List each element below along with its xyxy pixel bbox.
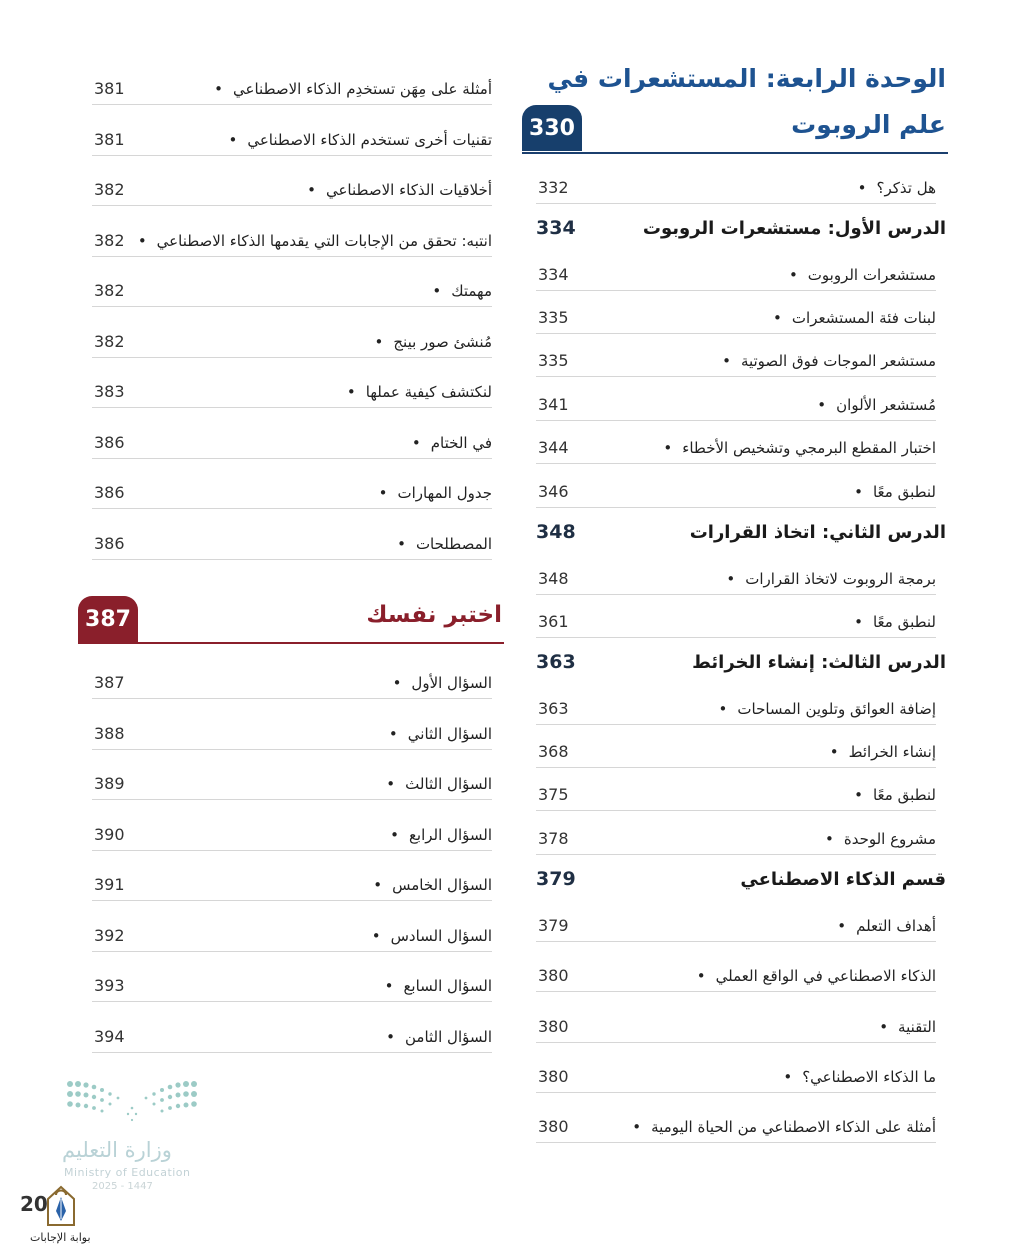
toc-item[interactable] <box>92 416 492 459</box>
toc-item[interactable] <box>536 1100 936 1143</box>
toc-page-number: 344 <box>538 438 569 457</box>
unit-title-line1: الوحدة الرابعة: المستشعرات في <box>547 64 946 93</box>
toc-page-number: 381 <box>94 79 125 98</box>
toc-page-number: 386 <box>94 533 125 553</box>
toc-page-number: 363 <box>536 651 576 673</box>
toc-item[interactable] <box>92 858 492 901</box>
toc-item[interactable] <box>536 465 936 508</box>
toc-item-label: مستشعرات الروبوت • <box>789 266 936 284</box>
pen-badge-icon <box>26 1185 96 1231</box>
test-page-tab[interactable]: 387 <box>78 596 138 642</box>
toc-page-number: 389 <box>94 774 125 793</box>
toc-item-label: مشروع الوحدة • <box>825 830 936 848</box>
toc-item-label: لنطبق معًا • <box>854 613 936 631</box>
toc-page-number: 387 <box>94 673 125 692</box>
page-number: 20 <box>20 1192 48 1216</box>
watermark-logo <box>26 1185 96 1249</box>
toc-item-label: إنشاء الخرائط • <box>830 743 936 761</box>
toc-item-label: اختبار المقطع البرمجي وتشخيص الأخطاء • <box>663 439 936 457</box>
toc-item[interactable] <box>92 113 492 156</box>
toc-item-label: أمثلة على الذكاء الاصطناعي من الحياة اليومية • <box>632 1118 936 1136</box>
toc-page-number: 375 <box>538 785 569 804</box>
toc-item[interactable] <box>536 291 936 334</box>
toc-item[interactable] <box>536 899 936 942</box>
toc-item-label: هل تذكر؟ • <box>858 179 936 197</box>
toc-page-number: 383 <box>94 382 125 401</box>
toc-lesson-heading[interactable] <box>522 854 948 894</box>
toc-item[interactable] <box>92 264 492 307</box>
test-title: اختبر نفسك <box>366 602 502 628</box>
watermark-text: بوابة الإجابات <box>30 1231 91 1244</box>
toc-page-number: 392 <box>94 925 125 945</box>
toc-page-number: 380 <box>538 1067 569 1086</box>
toc-page-number: 380 <box>538 966 569 985</box>
toc-item-label: مهمتك • <box>432 282 492 300</box>
toc-item-label: جدول المهارات • <box>379 484 492 502</box>
toc-lesson-heading[interactable] <box>522 637 948 677</box>
toc-page-number: 363 <box>538 699 569 718</box>
toc-item-label: مُستشعر الألوان • <box>817 396 936 414</box>
lesson-title: قسم الذكاء الاصطناعي <box>740 869 946 890</box>
toc-item[interactable] <box>92 315 492 358</box>
toc-page-number: 380 <box>538 1117 569 1136</box>
toc-page-number: 379 <box>536 868 576 890</box>
toc-page-number: 335 <box>538 351 569 370</box>
toc-page-number: 388 <box>94 723 125 743</box>
toc-item-label: ما الذكاء الاصطناعي؟ • <box>783 1068 936 1086</box>
test-yourself-header <box>78 596 504 644</box>
toc-page-number: 382 <box>94 331 125 351</box>
toc-item[interactable] <box>92 808 492 851</box>
toc-item[interactable] <box>92 1010 492 1053</box>
toc-item-label: المصطلحات • <box>397 535 492 553</box>
toc-page-number: 335 <box>538 308 569 327</box>
toc-item[interactable] <box>536 161 936 204</box>
toc-item[interactable] <box>536 949 936 992</box>
toc-item-label: مُنشئ صور بينج • <box>375 333 492 351</box>
toc-item-label: السؤال الرابع • <box>390 826 492 844</box>
toc-item[interactable] <box>536 1050 936 1093</box>
toc-item[interactable] <box>92 365 492 408</box>
toc-page-number: 380 <box>538 1017 569 1036</box>
toc-page-number: 394 <box>94 1026 125 1046</box>
toc-item[interactable] <box>536 725 936 768</box>
toc-item[interactable] <box>92 163 492 206</box>
ministry-name-en: Ministry of Education <box>64 1166 191 1179</box>
toc-page-number: 386 <box>94 483 125 502</box>
toc-item-label: تقنيات أخرى تستخدم الذكاء الاصطناعي • <box>228 131 492 149</box>
toc-item-label: لنطبق معًا • <box>854 786 936 804</box>
unit-page-tab[interactable]: 330 <box>522 105 582 151</box>
lesson-title: الدرس الأول: مستشعرات الروبوت <box>642 218 946 239</box>
lesson-title: الدرس الثاني: اتخاذ القرارات <box>689 522 946 543</box>
toc-item-label: السؤال السابع • <box>385 977 492 995</box>
toc-item[interactable] <box>536 682 936 725</box>
unit-header <box>522 60 948 154</box>
toc-item[interactable] <box>92 62 492 105</box>
toc-item[interactable] <box>92 656 492 699</box>
toc-item[interactable] <box>536 334 936 377</box>
toc-item-label: الذكاء الاصطناعي في الواقع العملي • <box>697 967 936 985</box>
toc-page-number: 348 <box>536 521 576 543</box>
toc-item[interactable] <box>536 768 936 811</box>
toc-item-label: السؤال الثامن • <box>386 1028 492 1046</box>
toc-page-number: 382 <box>94 281 125 300</box>
toc-page-number: 368 <box>538 742 569 761</box>
toc-item[interactable] <box>92 757 492 800</box>
toc-item-label: أخلاقيات الذكاء الاصطناعي • <box>307 181 492 199</box>
toc-page-number: 341 <box>538 395 569 414</box>
toc-item[interactable] <box>92 959 492 1002</box>
unit-title-line2: علم الروبوت <box>791 110 946 139</box>
toc-item[interactable] <box>536 595 936 638</box>
toc-item[interactable] <box>92 214 492 257</box>
toc-page-number: 390 <box>94 824 125 844</box>
ministry-logo <box>62 1078 202 1198</box>
toc-item-label: السؤال الأول • <box>393 674 492 692</box>
toc-page-number: 382 <box>94 180 125 199</box>
toc-page-number: 332 <box>538 178 569 197</box>
toc-item[interactable] <box>536 248 936 291</box>
toc-item[interactable] <box>92 707 492 750</box>
toc-page-number: 379 <box>538 916 569 935</box>
toc-item-label: أمثلة على مِهَن تستخدِم الذكاء الاصطناعي • <box>214 80 492 98</box>
toc-lesson-heading[interactable] <box>522 507 948 547</box>
toc-page-number: 378 <box>538 829 569 848</box>
toc-page-number: 391 <box>94 875 125 894</box>
toc-item-label: في الختام • <box>412 434 492 452</box>
toc-item-label: السؤال السادس • <box>372 927 492 945</box>
toc-item[interactable] <box>536 1000 936 1043</box>
toc-item[interactable] <box>536 552 936 595</box>
toc-item-label: برمجة الروبوت لاتخاذ القرارات • <box>726 570 936 588</box>
toc-item-label: مستشعر الموجات فوق الصوتية • <box>722 352 936 370</box>
toc-page-number: 361 <box>538 612 569 631</box>
toc-page-number: 382 <box>94 230 125 250</box>
toc-item-label: إضافة العوائق وتلوين المساحات • <box>719 700 936 718</box>
toc-item[interactable] <box>92 909 492 952</box>
toc-item[interactable] <box>536 812 936 855</box>
ministry-year: 2025 - 1447 <box>92 1181 153 1192</box>
toc-page-number: 393 <box>94 976 125 995</box>
toc-item-label: لنطبق معًا • <box>854 483 936 501</box>
toc-page-number: 381 <box>94 129 125 149</box>
toc-page-number: 334 <box>538 265 569 284</box>
toc-item-label: السؤال الخامس • <box>373 876 492 894</box>
toc-page-number: 386 <box>94 432 125 452</box>
toc-item[interactable] <box>92 466 492 509</box>
toc-item-label: السؤال الثاني • <box>389 725 492 743</box>
toc-page-number: 348 <box>538 569 569 588</box>
toc-item-label: التقنية • <box>879 1018 936 1036</box>
toc-item-label: انتبه: تحقق من الإجابات التي يقدمها الذكاء الاصطناعي • <box>138 232 492 250</box>
toc-item-label: السؤال الثالث • <box>386 775 492 793</box>
ministry-dots-icon <box>62 1078 202 1128</box>
toc-page-number: 334 <box>536 217 576 239</box>
toc-item[interactable] <box>92 517 492 560</box>
toc-lesson-heading[interactable] <box>522 203 948 243</box>
toc-item[interactable] <box>536 378 936 421</box>
lesson-title: الدرس الثالث: إنشاء الخرائط <box>692 652 946 673</box>
toc-item-label: لبنات فئة المستشعرات • <box>773 309 936 327</box>
toc-item-label: أهداف التعلم • <box>837 917 936 935</box>
toc-item[interactable] <box>536 421 936 464</box>
toc-page-number: 346 <box>538 482 569 501</box>
ministry-name-ar: وزارة التعليم <box>62 1138 172 1162</box>
toc-item-label: لنكتشف كيفية عملها • <box>347 383 492 401</box>
